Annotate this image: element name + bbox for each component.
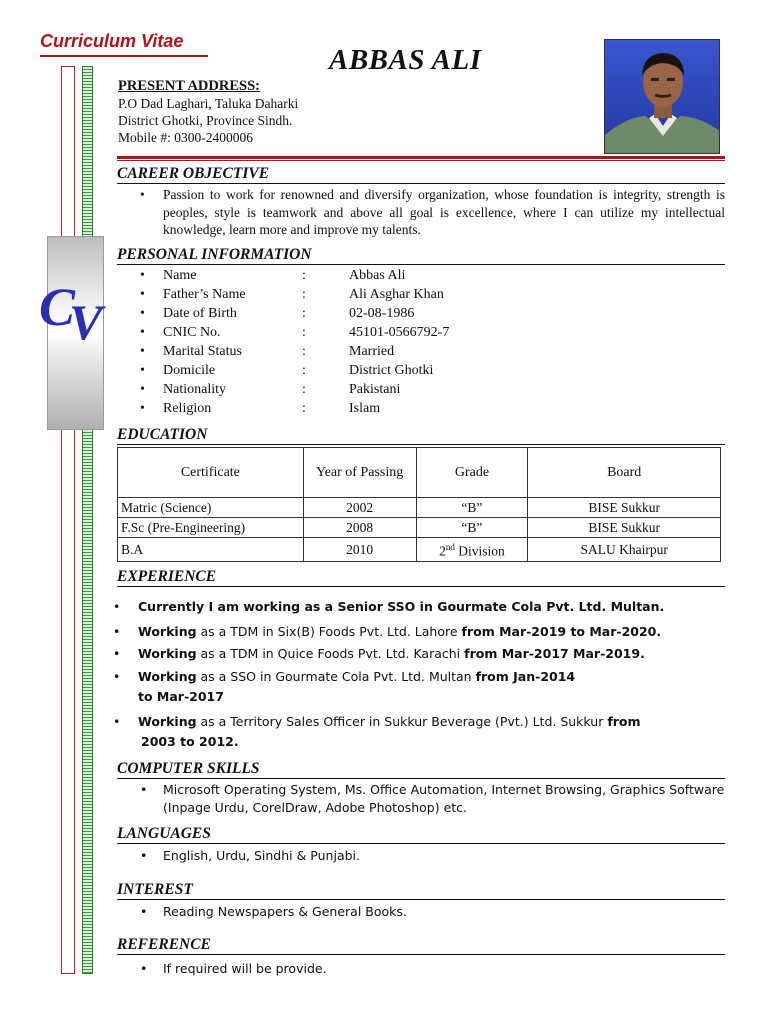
experience-text: Currently I am working as a Senior SSO in Gourmate Cola Pvt. Ltd. Multan. <box>138 599 665 614</box>
profile-photo <box>604 39 720 154</box>
cell-grade: 2nd Division <box>416 538 528 562</box>
header-divider-thin <box>117 160 725 161</box>
education-header-row <box>118 448 721 498</box>
bullet-icon: • <box>140 961 148 976</box>
computer-skills-item <box>140 781 725 821</box>
cell-year: 2002 <box>303 498 416 518</box>
cell-certificate: B.A <box>118 538 304 562</box>
col-header-certificate: Certificate <box>118 448 304 498</box>
cell-certificate: F.Sc (Pre-Engineering) <box>118 518 304 538</box>
personal-info-row <box>140 304 725 323</box>
header-divider <box>117 156 725 159</box>
personal-info-row <box>140 285 725 304</box>
personal-info-value: District Ghotki <box>349 363 434 378</box>
bullet-icon: • <box>140 382 145 397</box>
cell-grade: “B” <box>416 518 528 538</box>
personal-info-label: Religion <box>163 401 212 416</box>
personal-info-colon: : <box>302 382 306 397</box>
cv-logo-icon: CV <box>39 277 97 350</box>
career-objective-item <box>140 186 725 238</box>
reference-item <box>140 960 725 980</box>
bullet-icon: • <box>140 401 145 416</box>
table-row <box>118 498 721 518</box>
left-green-rail <box>82 66 93 974</box>
personal-info-row <box>140 361 725 380</box>
personal-info-colon: : <box>302 306 306 321</box>
address-mobile: Mobile #: 0300-2400006 <box>118 130 253 145</box>
career-objective-heading: CAREER OBJECTIVE <box>117 164 725 184</box>
computer-skills-text: Microsoft Operating System, Ms. Office Automation, Internet Browsing, Graphics Software (Inpage Urdu, CorelDraw, Adobe Photoshop) etc. <box>163 782 725 815</box>
education-heading: EDUCATION <box>117 425 725 445</box>
personal-info-colon: : <box>302 363 306 378</box>
bullet-icon: • <box>140 325 145 340</box>
reference-heading: REFERENCE <box>117 935 725 955</box>
personal-info-label: Father’s Name <box>163 287 246 302</box>
personal-info-label: Domicile <box>163 363 216 378</box>
bullet-icon: • <box>140 344 145 359</box>
personal-info-value: Islam <box>349 401 381 416</box>
languages-heading: LANGUAGES <box>117 824 725 844</box>
personal-info-label: Date of Birth <box>163 306 237 321</box>
bullet-icon: • <box>113 714 121 729</box>
interest-text: Reading Newspapers & General Books. <box>163 904 407 919</box>
interest-heading: INTEREST <box>117 880 725 900</box>
cell-year: 2008 <box>303 518 416 538</box>
bullet-icon: • <box>113 669 121 684</box>
table-row <box>118 518 721 538</box>
computer-skills-heading: COMPUTER SKILLS <box>117 759 725 779</box>
col-header-grade: Grade <box>416 448 528 498</box>
personal-info-label: Marital Status <box>163 344 242 359</box>
personal-info-colon: : <box>302 401 306 416</box>
brand-title: Curriculum Vitae <box>40 31 184 51</box>
address-line-1: P.O Dad Laghari, Taluka Daharki <box>118 96 299 111</box>
cell-board: SALU Khairpur <box>528 538 721 562</box>
bullet-icon: • <box>140 187 145 202</box>
personal-info-row <box>140 380 725 399</box>
cell-board: BISE Sukkur <box>528 518 721 538</box>
reference-text: If required will be provide. <box>163 961 327 976</box>
bullet-icon: • <box>140 268 145 283</box>
bullet-icon: • <box>140 904 148 919</box>
personal-info-row <box>140 266 725 285</box>
personal-info-value: Pakistani <box>349 382 401 397</box>
languages-text: English, Urdu, Sindhi & Punjabi. <box>163 848 360 863</box>
cell-grade: “B” <box>416 498 528 518</box>
bullet-icon: • <box>140 306 145 321</box>
personal-info-label: Nationality <box>163 382 226 397</box>
personal-info-colon: : <box>302 344 306 359</box>
personal-info-value: Married <box>349 344 395 359</box>
left-red-rail <box>61 66 75 974</box>
education-table <box>117 447 721 562</box>
personal-info-label: Name <box>163 268 197 283</box>
languages-item <box>140 847 725 867</box>
address-line-2: District Ghotki, Province Sindh. <box>118 113 293 128</box>
col-header-year: Year of Passing <box>303 448 416 498</box>
table-row <box>118 538 721 562</box>
personal-info-value: Abbas Ali <box>349 268 406 283</box>
bullet-icon: • <box>140 287 145 302</box>
experience-heading: EXPERIENCE <box>117 567 725 587</box>
candidate-name: ABBAS ALI <box>329 44 482 76</box>
personal-info-colon: : <box>302 287 306 302</box>
personal-info-value: 45101-0566792-7 <box>349 325 450 340</box>
career-objective-text: Passion to work for renowned and diversify organization, whose foundation is integrity, strength is peoples, style is teamwork and above all goal is excellence, where I can utilize my intellectual knowledge, learn more and improve my talents. <box>163 187 725 237</box>
personal-info-value: Ali Asghar Khan <box>349 287 444 302</box>
bullet-icon: • <box>140 782 148 797</box>
address-heading: PRESENT ADDRESS: <box>118 78 260 94</box>
present-address <box>118 78 298 146</box>
brand-underline <box>40 55 208 57</box>
cell-certificate: Matric (Science) <box>118 498 304 518</box>
personal-info-heading: PERSONAL INFORMATION <box>117 245 725 265</box>
personal-info-row <box>140 342 725 361</box>
bullet-icon: • <box>113 599 121 614</box>
personal-info-label: CNIC No. <box>163 325 221 340</box>
bullet-icon: • <box>140 363 145 378</box>
bullet-icon: • <box>140 848 148 863</box>
col-header-board: Board <box>528 448 721 498</box>
personal-info-row <box>140 399 725 418</box>
personal-info-row <box>140 323 725 342</box>
personal-info-colon: : <box>302 268 306 283</box>
bullet-icon: • <box>113 624 121 639</box>
cell-board: BISE Sukkur <box>528 498 721 518</box>
bullet-icon: • <box>113 646 121 661</box>
cell-year: 2010 <box>303 538 416 562</box>
personal-info-colon: : <box>302 325 306 340</box>
interest-item <box>140 903 725 923</box>
personal-info-value: 02-08-1986 <box>349 306 415 321</box>
